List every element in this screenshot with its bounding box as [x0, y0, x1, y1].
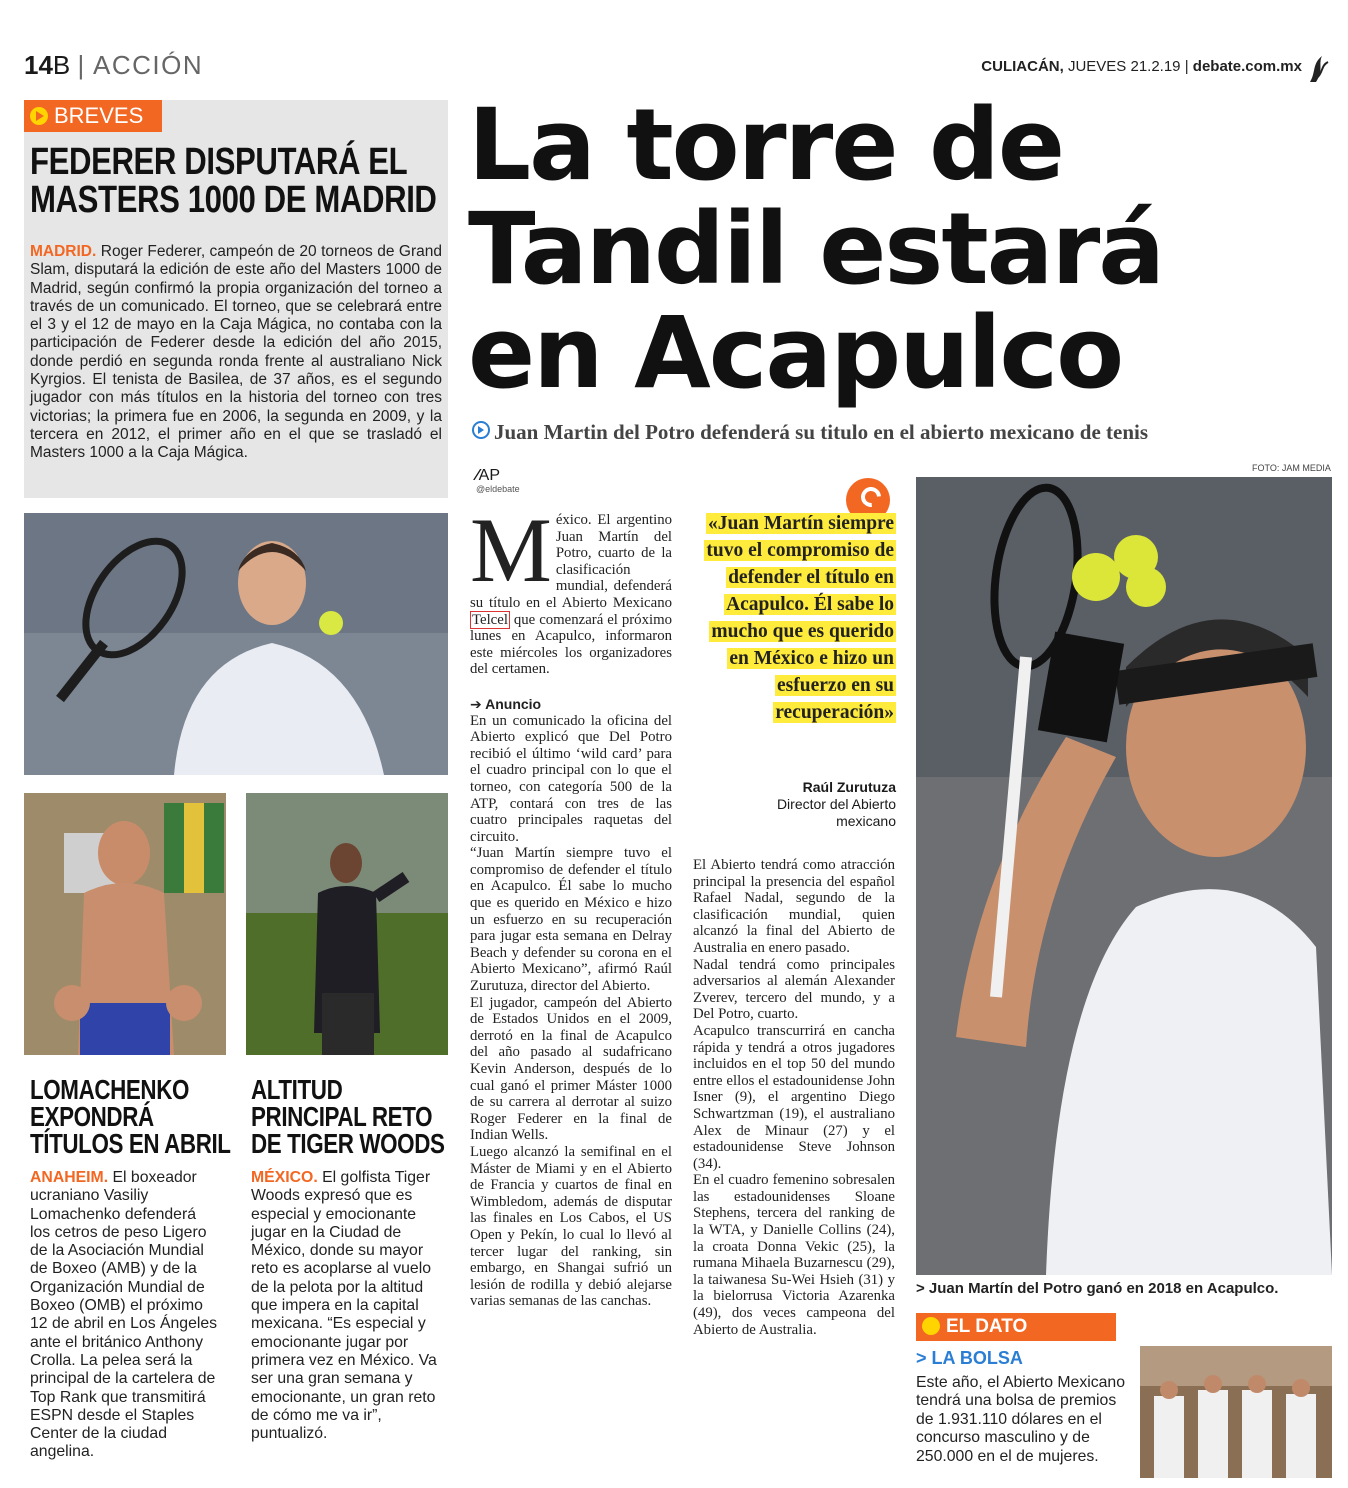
paragraph-4: El jugador, campeón del Abierto de Estados Unidos en el 2009, derrotó en la final de Acapulco del año pasado al sudafricano Kevin Anderson, después de lo cual ganó el primer Máster 1000 de su carrera al derrotar al suizo Roger Federer en la final de Indian Wells.	[470, 994, 672, 1144]
tiger-dateline: MÉXICO.	[251, 1169, 318, 1186]
quote-author: Raúl Zurutuza	[802, 779, 896, 795]
intro-text-a: éxico. El argentino Juan Martín del Potro, cuarto de la clasificación mundial, defenderá su título en el Abierto Mexicano	[470, 512, 672, 611]
col2-paragraph-2: Nadal tendrá como principales adversarios al alemán Alexander Zverev, tercero del mundo, y a Del Potro, cuarto.	[693, 956, 895, 1023]
intro-paragraph	[470, 499, 672, 678]
agency-byline	[476, 468, 520, 494]
article-column-1	[470, 499, 672, 1310]
site-name: debate.com.mx	[1192, 58, 1302, 75]
federer-title	[30, 141, 437, 221]
lomachenko-title-line1: LOMACHENKO	[30, 1074, 190, 1105]
tiger-title-line1: ALTITUD	[251, 1074, 343, 1105]
agency-label: AP	[478, 467, 501, 484]
quote-attribution	[700, 779, 896, 830]
col2-paragraph-4: En el cuadro femenino sobresalen las estadounidenses Sloane Stephens, tercera del ranking de la WTA, y Danielle Collins (24), la croata Donna Vekic (25), la rumana Mihaela Buzarnescu (29), la taiwanesa Su-Wei Hsieh (31) y la bielorrusa Victoria Azarenka (49), dos veces campeona del Abierto de Australia.	[693, 1172, 895, 1338]
del-potro-photo	[916, 477, 1332, 1275]
intro-text-b: que comenzará el próximo lunes en Acapulco, informaron este miércoles los organizadores del certamen.	[470, 611, 672, 678]
tiger-title-line2: PRINCIPAL RETO	[251, 1101, 433, 1132]
headline-line1: La torre de	[468, 88, 1063, 203]
breves-tag	[24, 100, 162, 132]
page-letter: B	[52, 50, 71, 80]
tiger-woods-photo	[246, 793, 448, 1055]
paragraph-5: Luego alcanzó la semifinal en el Máster de Miami y en el Abierto de Francia y cuartos de final en Wimbledom, además de disputar las finales en Los Cabos, el US Open y Pekín, lo cual lo llevó al tercer lugar del ranking, sin embargo, en Shangai sufrió un lesión de rodilla y debió alejarse varias semanas de las canchas.	[470, 1143, 672, 1310]
paragraph-2: En un comunicado la oficina del Abierto explicó que Del Potro recibió el último ‘wild card’ para el cuadro principal con lo que el torneo, con categoría 500 de la ATP, contará con tres de las cuatro principales raquetas del circuito.	[470, 712, 672, 845]
main-headline	[468, 88, 1328, 411]
tiger-title-line3: DE TIGER WOODS	[251, 1128, 445, 1159]
federer-body: Roger Federer, campeón de 20 torneos de Grand Slam, disputará la edición de este año del Masters 1000 de Madrid, según confirmó la propia organización del torneo a través de un comunicado. El torneo, que se celebrará entre el 3 y el 12 de mayo en la Caja Mágica, no contaba con la participación de Federer desde la edición del año 2015, donde perdió en segunda ronda frente al australiano Nick Kyrgios. El tenista de Basilea, de 37 años, es el segundo jugador con más títulos en la historia del torneo con tres victorias; la primera fue en 2006, la segunda en 2009, y la tercera en 2012, el primer año en el que se trasladó el Masters 1000 a la Caja Mágica.	[30, 243, 442, 462]
lomachenko-photo	[24, 793, 226, 1055]
feather-icon: ⁄	[476, 467, 479, 484]
lomachenko-article	[30, 1169, 220, 1462]
subtitle-anuncio	[470, 696, 672, 713]
tiger-headline	[251, 1076, 451, 1157]
photo-caption: > Juan Martín del Potro ganó en 2018 en Acapulco.	[916, 1280, 1279, 1297]
lomachenko-title-line3: TÍTULOS EN ABRIL	[30, 1128, 231, 1159]
agency-handle: @eldebate	[476, 484, 520, 494]
page-number-digits: 14	[24, 50, 53, 80]
lomachenko-dateline: ANAHEIM.	[30, 1169, 109, 1186]
masthead-separator: |	[1184, 58, 1189, 75]
arrow-right-icon: ➔	[470, 695, 486, 712]
paragraph-3: “Juan Martín siempre tuvo el compromiso de defender el título en Acapulco. Él sabe lo mucho que es querido en México e hizo un esfuerzo en su recuperación para jugar esta semana en Delray Beach y defender su corona en el Abierto Mexicano”, afirmó Raúl Zurutuza, director del Abierto.	[470, 845, 672, 995]
el-dato-body: Este año, el Abierto Mexicano tendrá una bolsa de premios de 1.931.110 dólares en el concurso masculino y de 250.000 en el de mujeres.	[916, 1374, 1125, 1465]
separator: |	[77, 50, 86, 80]
arrow-right-icon	[30, 107, 48, 125]
lomachenko-headline	[30, 1076, 230, 1157]
headline-line2: Tandil estará	[468, 192, 1164, 307]
lomachenko-title	[30, 1074, 231, 1159]
federer-article	[30, 243, 442, 463]
col2-paragraph-3: Acapulco transcurrirá en cancha rápida y tendrá a otros jugadores incluidos en el top 50 del mundo entre ellos el estadounidense John Isner (9), el argentino Diego Schwartzman (19), el australiano Alex de Minaur (27) y el estadounidense Steve Johnson (34).	[693, 1022, 895, 1172]
page-number	[24, 50, 203, 81]
sponsor-name: Telcel	[472, 611, 508, 628]
federer-photo	[24, 513, 448, 775]
agency-name	[476, 468, 520, 484]
lomachenko-body: El boxeador ucraniano Vasiliy Lomachenko defenderá los cetros de peso Ligero de la Asociación Mundial de Boxeo (AMB) y de la Organización Mundial de Boxeo (OMB) el próximo 12 de abril en Los Ángeles ante el británico Anthony Crolla. La pelea será la principal de la cartelera de Top Rank que transmitirá ESPN desde el Staples Center de la ciudad angelina.	[30, 1169, 218, 1461]
dropcap: M	[470, 499, 552, 601]
section-name: ACCIÓN	[93, 50, 204, 80]
federer-title-line1: FEDERER DISPUTARÁ EL	[30, 141, 408, 183]
subheadline	[472, 420, 1148, 445]
arrow-right-icon	[922, 1317, 940, 1335]
subtitle-anuncio-text: Anuncio	[485, 695, 542, 712]
lomachenko-title-line2: EXPONDRÁ	[30, 1101, 154, 1132]
city: CULIACÁN,	[981, 58, 1064, 75]
pull-quote	[700, 510, 896, 726]
tiger-title	[251, 1074, 445, 1159]
article-column-2	[693, 857, 895, 1338]
photo-credit: FOTO: JAM MEDIA	[1252, 463, 1331, 473]
el-dato-tag	[916, 1313, 1116, 1341]
quote-role: Director del Abierto mexicano	[776, 796, 896, 829]
federer-headline	[30, 143, 450, 219]
issue-date: JUEVES 21.2.19	[1067, 58, 1181, 75]
col2-paragraph-1: El Abierto tendrá como atracción principal la presencia del español Rafael Nadal, segundo de la clasificación mundial, quien alcanzó la final del Abierto de Australia en enero pasado.	[693, 857, 895, 956]
tiger-article	[251, 1169, 441, 1443]
breves-label: BREVES	[54, 103, 144, 128]
arrow-circle-icon	[472, 421, 490, 439]
tiger-body: El golfista Tiger Woods expresó que es especial y emocionante jugar en la Ciudad de México, donde su mayor reto es acoplarse al vuelo de la pelota por la altitud que impera en la capital mexicana. “Es especial y emocionante jugar por primera vez en México. Va ser una gran semana y emocionante, un gran reto de cómo me va ir”, puntualizó.	[251, 1169, 437, 1443]
el-dato-title: > LA BOLSA	[916, 1348, 1023, 1368]
federer-title-line2: MASTERS 1000 DE MADRID	[30, 179, 437, 221]
pull-quote-text: «Juan Martín siempre tuvo el compromiso de defender el título en Acapulco. Él sabe lo mucho que es querido en México e hizo un esfuerzo en su recuperación»	[706, 513, 894, 723]
el-dato-label: EL DATO	[946, 1316, 1028, 1337]
debate-logo-icon	[1306, 52, 1330, 86]
masthead	[981, 58, 1302, 75]
federer-dateline: MADRID.	[30, 243, 97, 260]
trophy-photo	[1140, 1346, 1332, 1478]
headline-line3: en Acapulco	[468, 296, 1123, 411]
subheadline-text: Juan Martin del Potro defenderá su titulo en el abierto mexicano de tenis	[494, 420, 1149, 444]
